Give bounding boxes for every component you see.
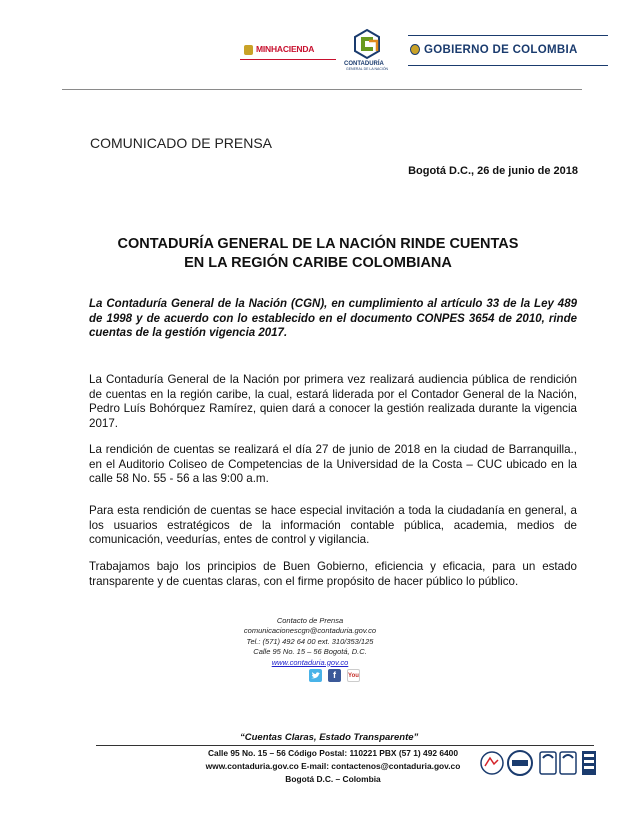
document-date: Bogotá D.C., 26 de junio de 2018 — [408, 165, 578, 177]
certification-seals-icon — [478, 748, 600, 778]
document-type-label: COMUNICADO DE PRENSA — [90, 135, 273, 151]
colombia-crest-icon — [244, 45, 253, 55]
minhacienda-logo: MINHACIENDA — [244, 44, 374, 55]
body-paragraph-1: La Contaduría General de la Nación por primera vez realizará audiencia pública de rendición de cuentas en la región caribe, la cual, estará liderada por el Contador General de la Nación, Pedro Luís Bohórquez Ramírez, quien dará a conocer la gestión realizada durante la vigencia 2017. — [89, 373, 577, 430]
press-contact — [200, 616, 420, 668]
contact-phone: Tel.: (571) 492 64 00 ext. 310/353/125 — [246, 636, 374, 646]
twitter-icon[interactable] — [309, 669, 322, 682]
contact-address: Calle 95 No. 15 – 56 Bogotá, D.C. — [253, 647, 367, 657]
header-divider — [62, 89, 582, 90]
title-line-2: EN LA REGIÓN CARIBE COLOMBIANA — [184, 255, 452, 271]
footer-web-email[interactable]: www.contaduria.gov.co E-mail: contactenos@contaduria.gov.co — [205, 761, 461, 771]
contact-email[interactable]: comunicacionescgn@contaduria.gov.co — [243, 626, 377, 636]
body-paragraph-3: Para esta rendición de cuentas se hace especial invitación a toda la ciudadanía en general, a los usuarios estratégicos de la información contable pública, academia, medios de comunicación, veedurías, entes de control y vigilancia. — [89, 504, 577, 546]
gobierno-logo: GOBIERNO DE COLOMBIA — [410, 44, 578, 56]
body-paragraph-4: Trabajamos bajo los principios de Buen Gobierno, eficiencia y eficacia, para un estado transparente y de cuentas claras, con el firme propósito de hacer público lo público. — [89, 560, 577, 588]
cgn-subname: GENERAL DE LA NACIÓN — [346, 67, 389, 71]
contact-heading: Contacto de Prensa — [276, 616, 344, 625]
title-line-1: CONTADURÍA GENERAL DE LA NACIÓN RINDE CUENTAS — [117, 236, 519, 252]
footer-address: Calle 95 No. 15 – 56 Código Postal: 110221 PBX (57 1) 492 6400 — [208, 748, 458, 758]
facebook-icon[interactable]: f — [328, 669, 341, 682]
footer-divider — [96, 745, 594, 746]
footer-slogan: “Cuentas Claras, Estado Transparente” — [240, 732, 419, 743]
gobierno-rule-bottom — [408, 65, 608, 66]
certification-seals — [478, 748, 600, 778]
cgn-logo-icon — [347, 27, 387, 61]
contact-website-link[interactable]: www.contaduria.gov.co — [271, 657, 349, 667]
document-title — [88, 235, 548, 273]
colombia-crest-icon — [410, 44, 420, 55]
body-paragraph-2: La rendición de cuentas se realizará el día 27 de junio de 2018 en la ciudad de Barranquilla., en el Auditorio Coliseo de Competencias de la Universidad de la Costa – CUC ubicado en la calle 58 No. 55 - 56 a las 9:00 a.m. — [89, 443, 577, 485]
youtube-icon[interactable]: You — [347, 669, 360, 682]
minhacienda-underline — [240, 59, 336, 60]
lead-paragraph: La Contaduría General de la Nación (CGN), en cumplimiento al artículo 33 de la Ley 489 de 1998 y de acuerdo con lo establecido en el documento CONPES 3654 de 2010, rinde cuentas de la gestión vigencia 2017. — [89, 298, 577, 339]
footer-city: Bogotá D.C. – Colombia — [285, 774, 381, 784]
gobierno-rule-top — [408, 35, 608, 36]
social-links — [309, 669, 366, 685]
cgn-name: CONTADURÍA — [344, 61, 384, 67]
